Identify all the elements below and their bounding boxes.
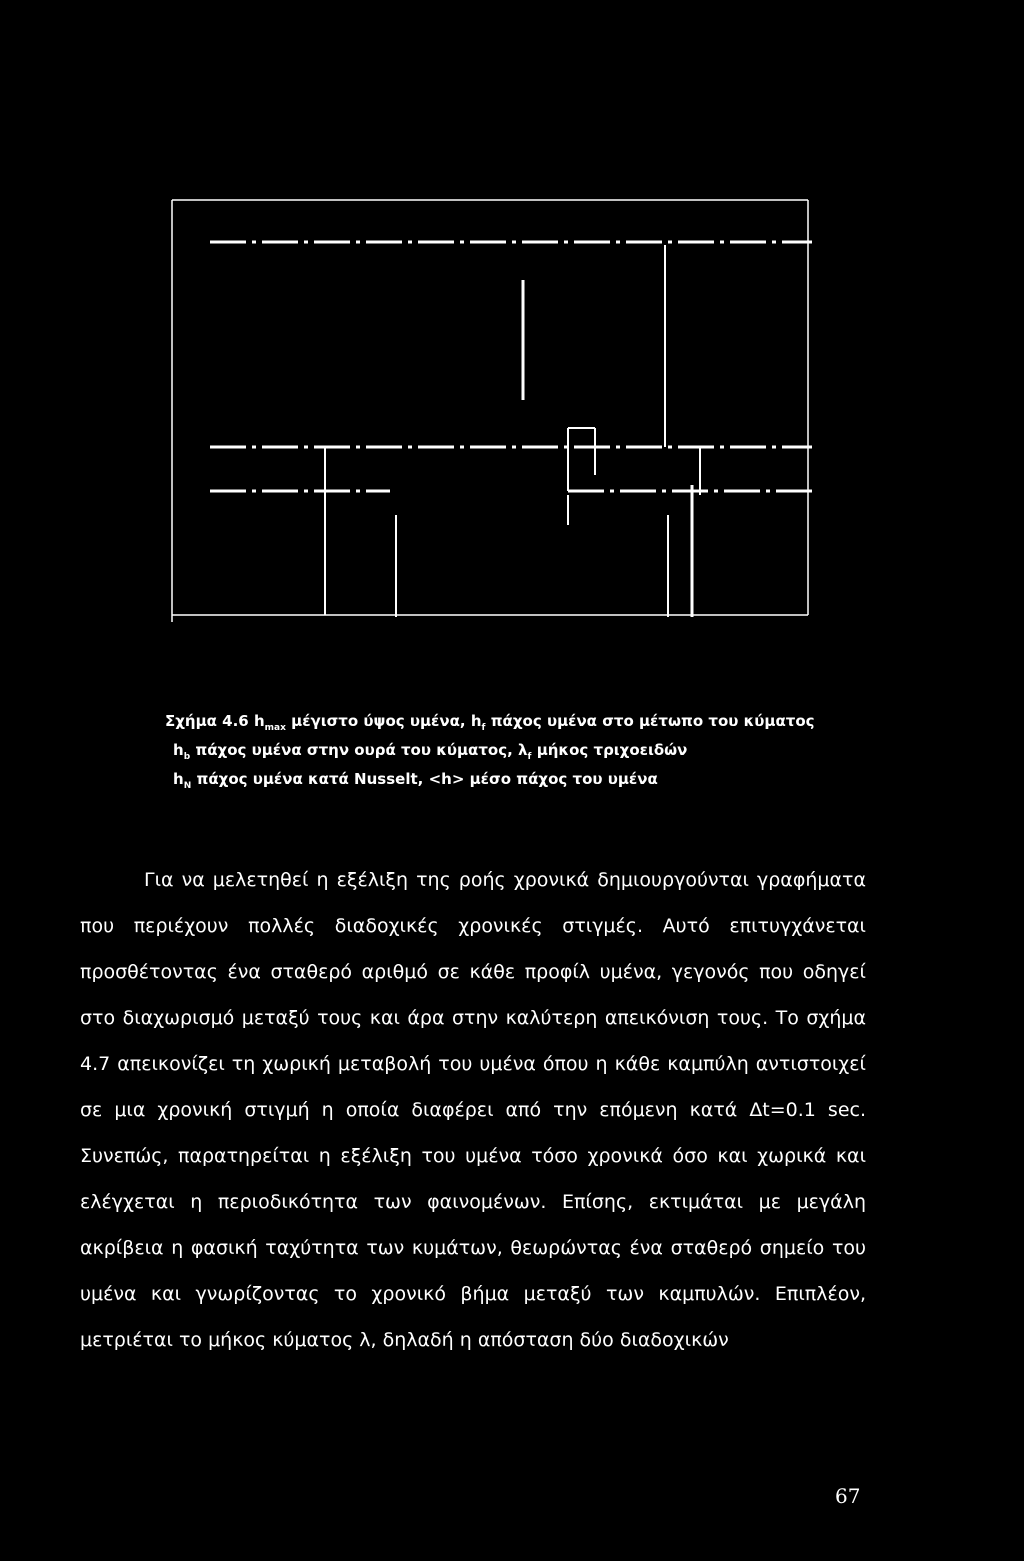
caption-hn-desc: πάχος υμένα κατά Nusselt,: [196, 770, 424, 788]
body-text: [80, 857, 866, 1363]
figure-number: Σχήμα 4.6: [165, 712, 249, 730]
caption-havg-desc: μέσο πάχος του υμένα: [469, 770, 658, 788]
caption-hn: $h_N$: [173, 770, 192, 791]
figure-caption: [165, 710, 885, 797]
caption-hb: $h_b$: [173, 741, 191, 762]
caption-havg: <h>: [428, 770, 465, 788]
caption-hf: $h_f$: [470, 712, 486, 733]
caption-hf-desc: πάχος υμένα στο μέτωπο του κύματος: [490, 712, 815, 730]
caption-hmax: $h_{max}$: [253, 712, 286, 733]
figure-markers: [325, 245, 700, 617]
caption-lf-desc: μήκος τριχοειδών: [536, 741, 688, 759]
caption-lf: $\lambda_f$: [518, 741, 532, 762]
caption-hb-desc: πάχος υμένα στην ουρά του κύματος,: [195, 741, 513, 759]
figure-diagram: [150, 185, 840, 625]
caption-hmax-desc: μέγιστο ύψος υμένα,: [291, 712, 466, 730]
page-number: 67: [835, 1484, 861, 1508]
figure-frame: [172, 200, 808, 622]
body-paragraph: Για να μελετηθεί η εξέλιξη της ροής χρονικά δημιουργούνται γραφήματα που περιέχουν πολλές διαδοχικές χρονικές στιγμές. Αυτό επιτυγχάνεται προσθέτοντας ένα σταθερό αριθμό σε κάθε προφίλ υμένα, γεγονός που οδηγεί στο διαχωρισμό μεταξύ τους και άρα στην καλύτερη απεικόνιση τους. Το σχήμα 4.7 απεικονίζει τη χωρική μεταβολή του υμένα όπου η κάθε καμπύλη αντιστοιχεί σε μια χρονική στιγμή η οποία διαφέρει από την επόμενη κατά Δt=0.1 sec. Συνεπώς, παρατηρείται η εξέλιξη του υμένα τόσο χρονικά όσο και χωρικά και ελέγχεται η περιοδικότητα των φαινομένων. Επίσης, εκτιμάται με μεγάλη ακρίβεια η φασική ταχύτητα των κυμάτων, θεωρώντας ένα σταθερό σημείο του υμένα και γνωρίζοντας το χρονικό βήμα μεταξύ των καμπυλών. Επιπλέον, μετριέται το μήκος κύματος λ, δηλαδή η απόσταση δύο διαδοχικών: [80, 869, 866, 1351]
